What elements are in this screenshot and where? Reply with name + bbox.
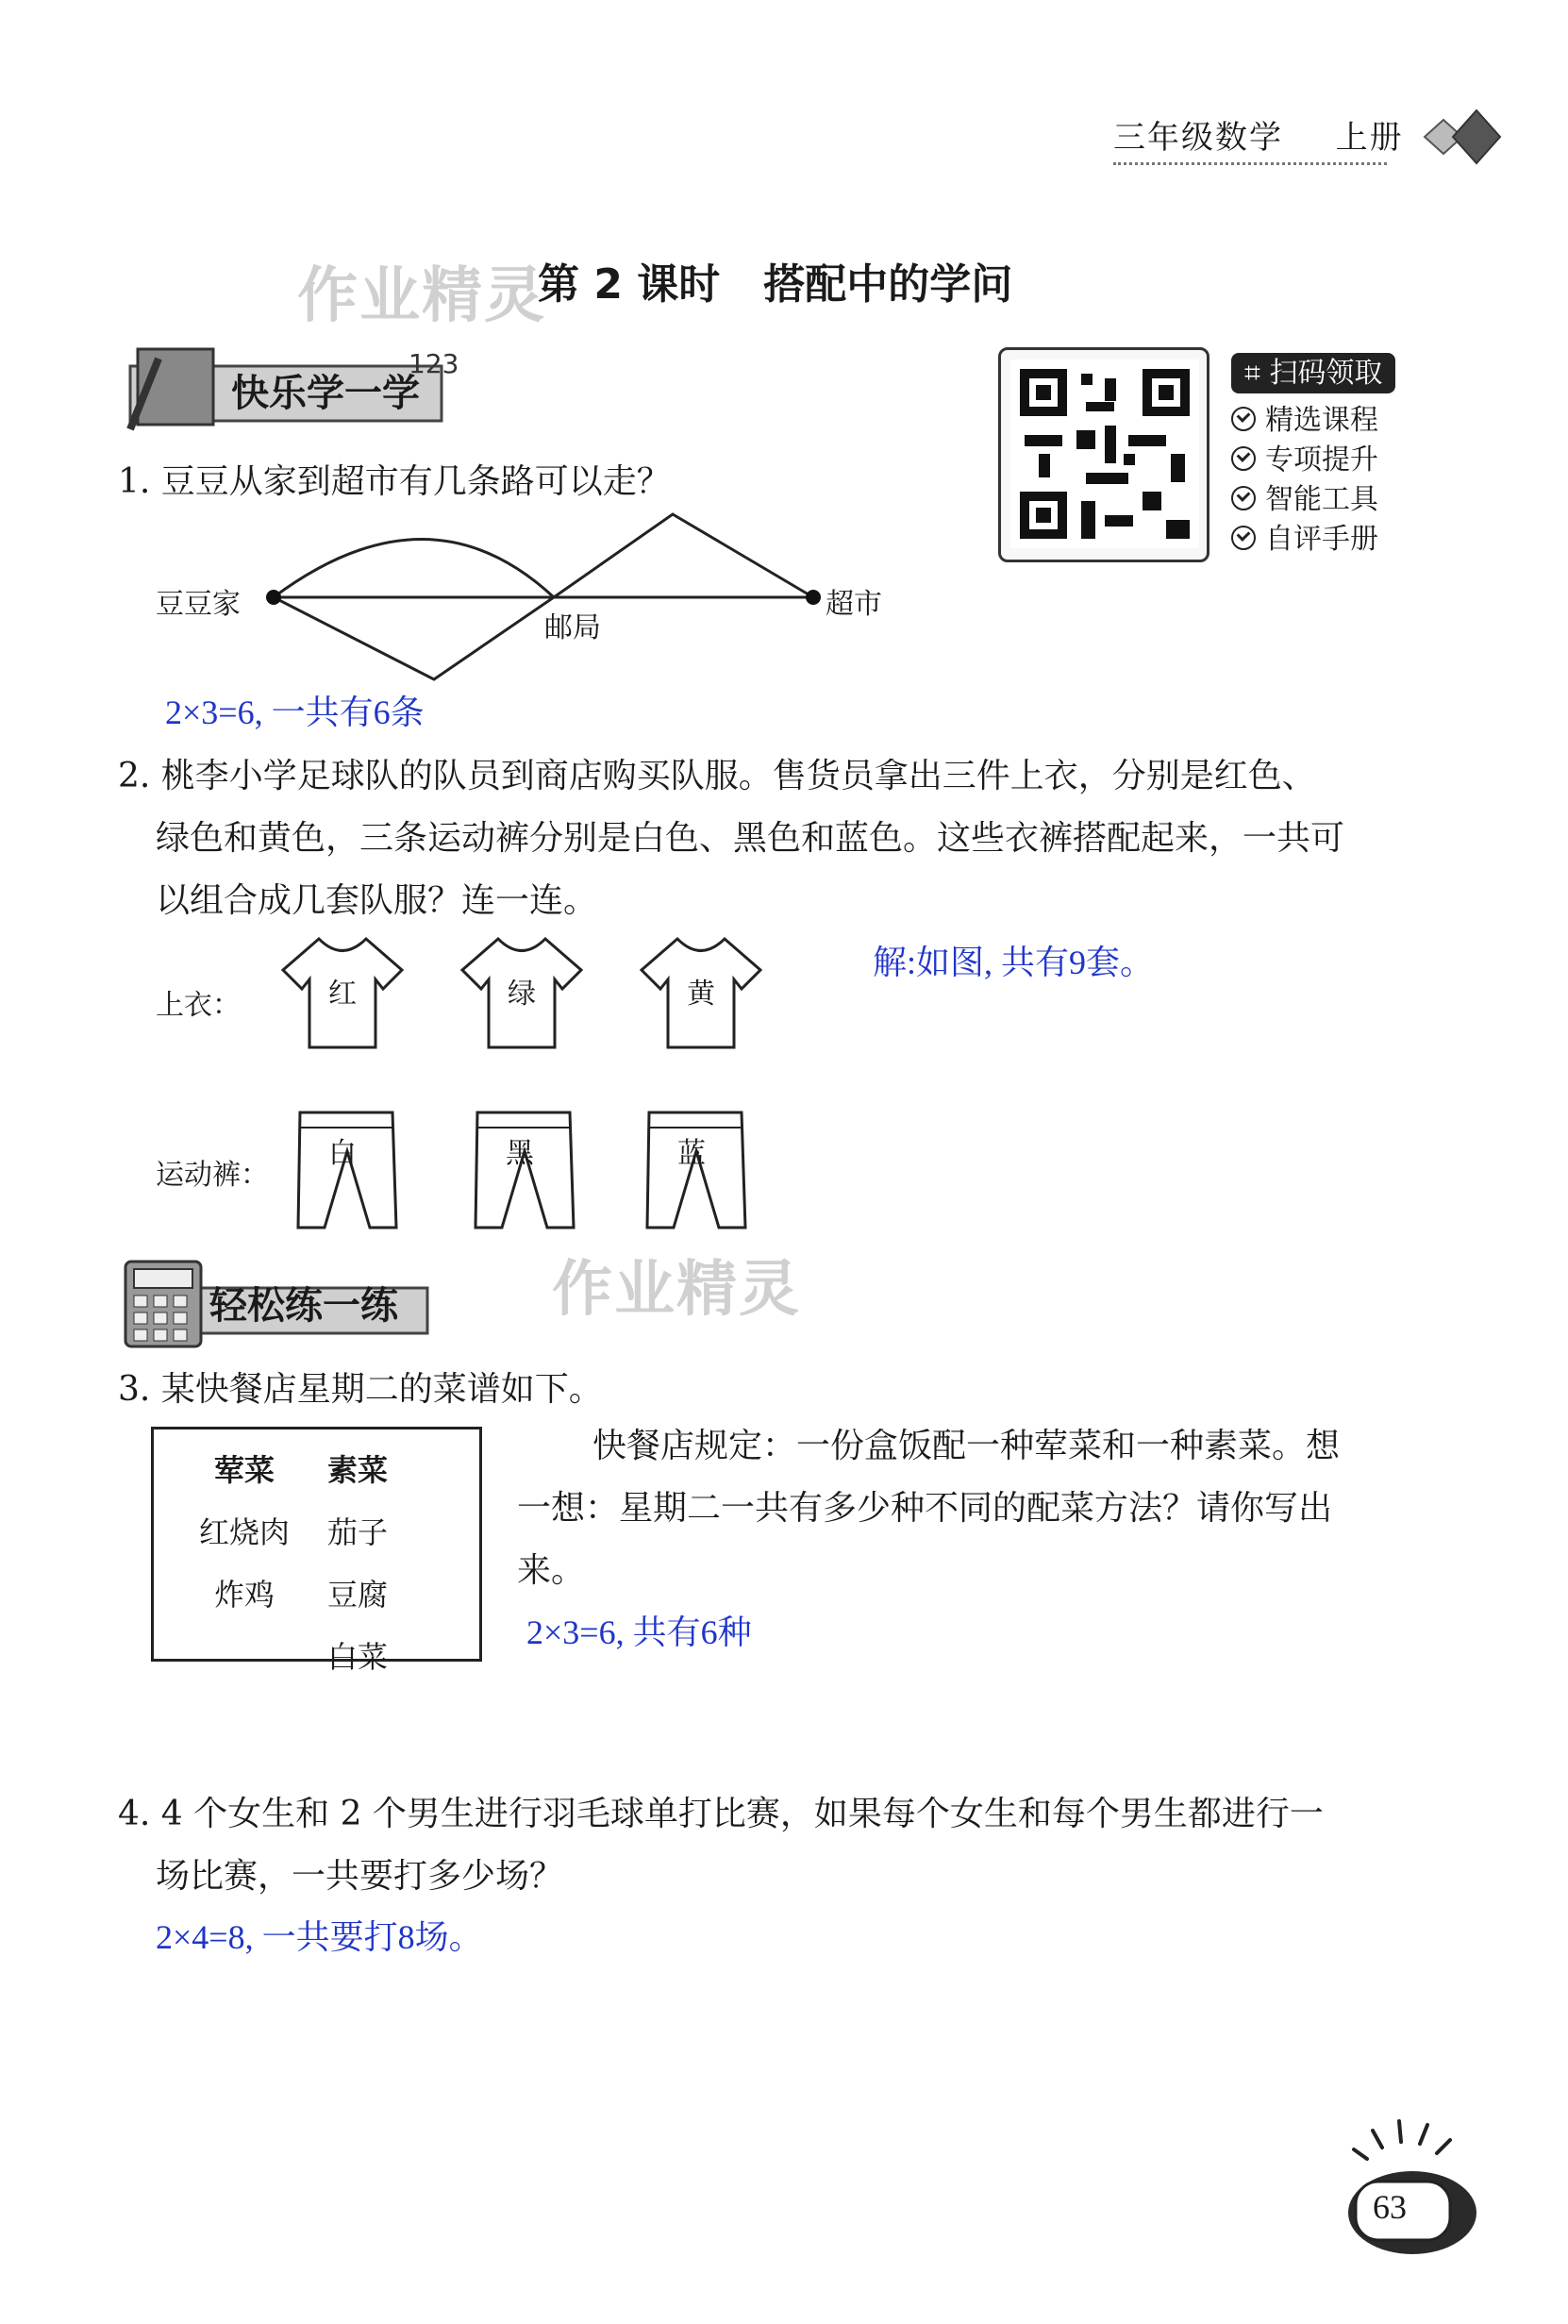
menu-header-veg: 素菜 [327, 1452, 389, 1488]
shirt-green [460, 934, 583, 1052]
label-market: 超市 [826, 588, 882, 621]
shirt-color-label: 红 [328, 978, 357, 1011]
route-lower [274, 597, 554, 679]
qr-item: 专项提升 [1231, 441, 1378, 480]
menu-cell: 茄子 [327, 1514, 389, 1550]
scan-icon: ⌗ [1244, 357, 1260, 390]
table-row [180, 1624, 407, 1686]
route-upper [554, 514, 813, 597]
table-row [180, 1437, 407, 1499]
book-volume: 上册 [1335, 119, 1404, 157]
shirt-yellow [640, 934, 762, 1052]
shirt-red [281, 934, 404, 1052]
header-diamonds-icon [1396, 99, 1510, 175]
check-circle-icon [1231, 446, 1256, 471]
label-post: 邮局 [544, 611, 601, 644]
svg-text:123: 123 [409, 348, 459, 379]
shirt-label: 上衣： [156, 989, 241, 1022]
q3-desc-line2: 一想：星期二一共有多少种不同的配菜方法？请你写出 [517, 1489, 1333, 1528]
pants-white [294, 1109, 400, 1231]
q3-desc-line1: 快餐店规定：一份盒饭配一种荤菜和一种素菜。想 [592, 1427, 1341, 1465]
qr-item: 精选课程 [1231, 401, 1378, 441]
check-circle-icon [1231, 526, 1256, 550]
route-diagram [142, 500, 896, 698]
pants-black [472, 1109, 577, 1231]
q2-line1: 2. 桃李小学足球队的队员到商店购买队服。售货员拿出三件上衣，分别是红色、 [118, 757, 1316, 795]
q4-line1: 4. 4 个女生和 2 个男生进行羽毛球单打比赛，如果每个女生和每个男生都进行一 [118, 1795, 1324, 1833]
qr-item: 自评手册 [1231, 520, 1378, 560]
q3-desc-line3: 来。 [517, 1551, 586, 1590]
label-home: 豆豆家 [156, 588, 241, 621]
home-dot [266, 590, 281, 605]
book-title [1113, 111, 1404, 158]
pants-color-label: 白 [328, 1137, 357, 1170]
watermark-top: 作业精灵 [297, 261, 546, 331]
shirt-color-label: 绿 [508, 978, 536, 1011]
menu-table [180, 1437, 407, 1686]
pants-color-label: 黑 [506, 1137, 534, 1170]
scan-label: 扫码领取 [1269, 357, 1383, 390]
page-number: 63 [1373, 2188, 1407, 2226]
q1-answer: 2×3=6, 一共有6条 [165, 694, 425, 731]
q2-answer: 解:如图, 共有9套。 [873, 944, 1155, 981]
menu-header-meat: 荤菜 [214, 1452, 275, 1488]
check-circle-icon [1231, 407, 1256, 431]
menu-cell: 白菜 [327, 1639, 389, 1675]
q3-text: 3. 某快餐店星期二的菜谱如下。 [118, 1370, 603, 1409]
q4-answer: 2×4=8, 一共要打8场。 [156, 1918, 483, 1956]
menu-box [151, 1427, 482, 1675]
q3-answer: 2×3=6, 共有6种 [526, 1613, 752, 1651]
q2-line2: 绿色和黄色，三条运动裤分别是白色、黑色和蓝色。这些衣裤搭配起来，一共可 [156, 819, 1345, 858]
scan-button[interactable] [1231, 353, 1395, 393]
qr-frame [998, 347, 1209, 562]
check-circle-icon [1231, 486, 1256, 510]
qr-benefits [1231, 401, 1378, 560]
header-rule [1113, 162, 1387, 165]
watermark-middle: 作业精灵 [552, 1255, 801, 1325]
route-arc-home-post [274, 540, 554, 598]
q1-text: 1. 豆豆从家到超市有几条路可以走？ [118, 462, 671, 501]
q4-line2: 场比赛，一共要打多少场？ [156, 1857, 564, 1896]
qr-item: 智能工具 [1231, 480, 1378, 520]
qr-code-icon[interactable] [1010, 359, 1199, 548]
menu-cell: 红烧肉 [199, 1514, 291, 1550]
pants-label: 运动裤： [156, 1159, 269, 1192]
pants-color-label: 蓝 [677, 1137, 706, 1170]
section1-label: 快乐学一学 [231, 372, 420, 415]
menu-cell: 豆腐 [327, 1577, 389, 1613]
menu-cell [180, 1624, 309, 1686]
shirt-color-label: 黄 [687, 978, 715, 1011]
table-row [180, 1562, 407, 1624]
q2-line3: 以组合成几套队服？连一连。 [156, 881, 598, 920]
section2-label: 轻松练一练 [209, 1284, 398, 1328]
book-name: 三年级数学 [1113, 119, 1283, 157]
menu-cell: 炸鸡 [214, 1577, 275, 1613]
page-number-badge-icon [1326, 2114, 1486, 2255]
table-row [180, 1499, 407, 1562]
lesson-title: 第 2 课时 搭配中的学问 [538, 260, 1013, 309]
pants-blue [643, 1109, 749, 1231]
market-dot [806, 590, 821, 605]
